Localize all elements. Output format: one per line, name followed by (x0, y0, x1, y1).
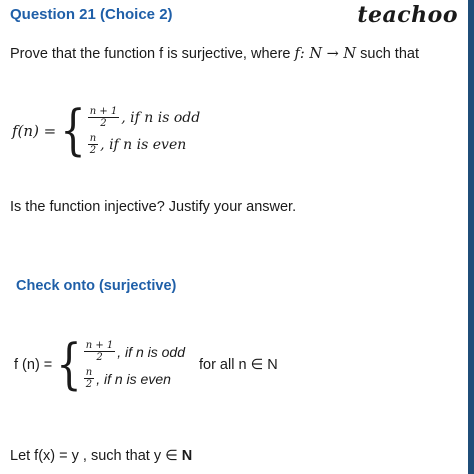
question-title: Question 21 (Choice 2) (10, 6, 173, 23)
question-statement (10, 46, 419, 62)
fraction-numerator: n + 1 (85, 340, 114, 351)
right-accent-bar (468, 0, 474, 474)
solution-case-odd-fraction (84, 340, 116, 363)
case-condition: , if n is odd (121, 109, 201, 126)
question-case-odd-fraction (88, 106, 120, 129)
solution-fn-label: f (n) = (14, 357, 53, 373)
solution-case-even-fraction (84, 367, 94, 390)
fraction-numerator: n + 1 (89, 106, 118, 117)
question-brace: { (60, 99, 86, 163)
solution-cases (84, 340, 185, 390)
solution-piecewise (14, 333, 278, 397)
question-case-odd (88, 106, 201, 129)
fraction-denominator: 2 (100, 118, 107, 129)
fraction-denominator: 2 (85, 379, 93, 390)
brand-logo: teachoo (357, 2, 458, 28)
question-piecewise (12, 99, 201, 163)
question-cases (88, 106, 201, 156)
case-condition: , if n is even (96, 370, 171, 387)
let-prefix: Let f(x) = y , such that y ∈ (10, 448, 182, 464)
statement-prefix: Prove that the function f is surjective, where (10, 46, 295, 62)
solution-brace: { (56, 333, 82, 397)
let-statement (10, 448, 192, 464)
solution-case-even (84, 367, 185, 390)
statement-math: f: N → N (294, 46, 357, 62)
fraction-denominator: 2 (96, 352, 103, 363)
case-condition: , if n is odd (117, 343, 185, 360)
question-case-even (88, 133, 201, 156)
question-case-even-fraction (88, 133, 98, 156)
fraction-numerator: n (89, 133, 97, 144)
case-condition: , if n is even (100, 136, 187, 153)
section-heading: Check onto (surjective) (16, 278, 177, 294)
let-set: N (181, 448, 193, 464)
fraction-denominator: 2 (89, 145, 97, 156)
fraction-numerator: n (85, 367, 93, 378)
solution-case-odd (84, 340, 185, 363)
domain-note: for all n ∈ N (198, 357, 278, 373)
question-fn-label: f(n) = (12, 122, 57, 140)
statement-suffix: such that (356, 46, 419, 62)
followup-question: Is the function injective? Justify your answer. (10, 199, 297, 215)
